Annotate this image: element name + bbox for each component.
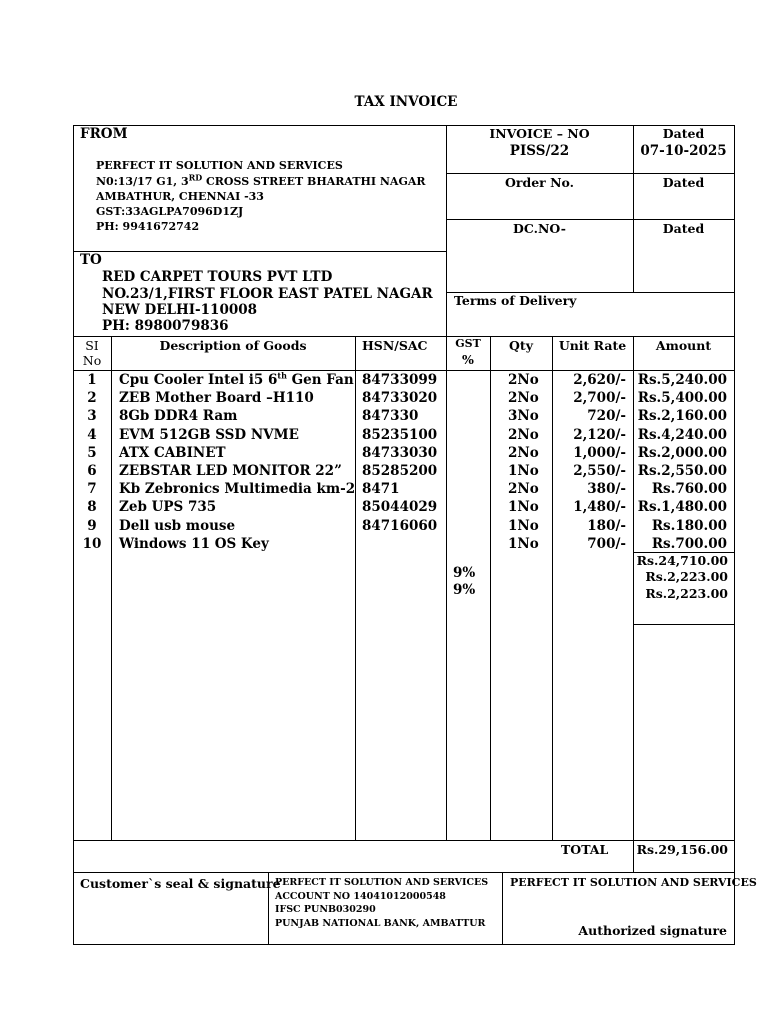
total-value: Rs.29,156.00 [636, 842, 728, 857]
tax-rate: 9% [453, 582, 476, 598]
item-amount: Rs.1,480.00 [637, 499, 727, 515]
item-amount: Rs.760.00 [651, 481, 727, 497]
table-row [0, 389, 768, 407]
item-qty: 2No [508, 445, 539, 461]
item-si: 2 [87, 390, 97, 406]
col-unit-rate: Unit Rate [558, 338, 627, 353]
item-description: Windows 11 OS Key [119, 536, 269, 552]
invoice-no-label: INVOICE – NO [489, 126, 590, 141]
item-si: 4 [87, 427, 97, 443]
terms-of-delivery-label: Terms of Delivery [454, 293, 577, 308]
item-description: Dell usb mouse [119, 518, 236, 534]
col-qty: Qty [509, 338, 533, 353]
item-qty: 1No [508, 499, 539, 515]
item-description: EVM 512GB SSD NVME [119, 427, 299, 443]
from-gst: GST:33AGLPA7096D1ZJ [96, 205, 244, 218]
item-description: Cpu Cooler Intel i5 6th Gen Fan [119, 370, 354, 388]
from-phone: PH: 9941672742 [96, 220, 200, 233]
item-qty: 1No [508, 536, 539, 552]
bank-line: PERFECT IT SOLUTION AND SERVICES [275, 877, 489, 888]
item-rate: 700/- [587, 536, 626, 552]
col-amount: Amount [655, 338, 712, 353]
invoice-no-value: PISS/22 [509, 143, 570, 159]
bank-line: IFSC PUNB030290 [275, 904, 376, 915]
table-row [0, 426, 768, 444]
table-row [0, 517, 768, 535]
item-description: Zeb UPS 735 [119, 499, 217, 515]
col-si-2: No [82, 353, 102, 368]
item-hsn: 84733099 [362, 372, 438, 388]
item-rate: 180/- [587, 518, 626, 534]
item-rate: 2,700/- [573, 390, 626, 406]
dated-label: Dated [662, 126, 705, 141]
item-rate: 1,480/- [573, 499, 626, 515]
item-amount: Rs.180.00 [651, 518, 727, 534]
table-row [0, 462, 768, 480]
item-amount: Rs.700.00 [651, 536, 727, 552]
item-qty: 1No [508, 518, 539, 534]
invoice-title: TAX INVOICE [354, 94, 458, 110]
item-amount: Rs.2,000.00 [637, 445, 727, 461]
item-hsn: 85285200 [362, 463, 438, 479]
table-row [0, 444, 768, 462]
item-si: 1 [87, 372, 97, 388]
item-rate: 1,000/- [573, 445, 626, 461]
item-rate: 2,620/- [573, 372, 626, 388]
item-hsn: 8471 [362, 481, 400, 497]
item-si: 3 [87, 408, 97, 424]
to-label: TO [80, 252, 102, 268]
item-hsn: 847330 [362, 408, 419, 424]
tax-amount: Rs.2,223.00 [645, 586, 728, 601]
col-gst-2: % [462, 352, 474, 367]
item-amount: Rs.5,240.00 [637, 372, 727, 388]
item-rate: 720/- [587, 408, 626, 424]
col-description: Description of Goods [159, 338, 307, 353]
item-rate: 2,120/- [573, 427, 626, 443]
from-address-line1: N0:13/17 G1, 3RD CROSS STREET BHARATHI NAGAR [96, 172, 426, 188]
to-address-line1: NO.23/1,FIRST FLOOR EAST PATEL NAGAR [102, 286, 433, 302]
bank-line: PUNJAB NATIONAL BANK, AMBATTUR [275, 917, 486, 929]
item-si: 7 [87, 481, 97, 497]
to-company: RED CARPET TOURS PVT LTD [102, 269, 333, 285]
table-row [0, 407, 768, 425]
item-qty: 2No [508, 390, 539, 406]
table-row [0, 535, 768, 553]
table-row [0, 498, 768, 516]
item-description: ATX CABINET [119, 445, 226, 461]
item-si: 9 [87, 518, 97, 534]
item-hsn: 85044029 [362, 499, 438, 515]
from-address-line2: AMBATHUR, CHENNAI -33 [96, 190, 264, 203]
col-si-1: SI [85, 338, 99, 353]
footer-company: PERFECT IT SOLUTION AND SERVICES [510, 876, 757, 889]
dc-no-label: DC.NO- [513, 221, 566, 236]
item-description: ZEB Mother Board –H110 [119, 390, 314, 406]
item-hsn: 84733030 [362, 445, 438, 461]
subtotal-value: Rs.24,710.00 [636, 553, 728, 568]
item-qty: 2No [508, 481, 539, 497]
col-gst-1: GST [455, 337, 481, 350]
authorized-signature: Authorized signature [578, 923, 727, 938]
order-dated-label: Dated [662, 175, 705, 190]
item-qty: 2No [508, 372, 539, 388]
tax-rate: 9% [453, 565, 476, 581]
dated-value: 07-10-2025 [640, 143, 727, 159]
item-si: 8 [87, 499, 97, 515]
item-si: 6 [87, 463, 97, 479]
item-qty: 1No [508, 463, 539, 479]
item-amount: Rs.4,240.00 [637, 427, 727, 443]
item-amount: Rs.5,400.00 [637, 390, 727, 406]
item-description: ZEBSTAR LED MONITOR 22” [119, 463, 342, 479]
item-hsn: 85235100 [362, 427, 438, 443]
item-amount: Rs.2,550.00 [637, 463, 727, 479]
table-row [0, 480, 768, 498]
item-si: 5 [87, 445, 97, 461]
to-phone: PH: 8980079836 [102, 318, 229, 334]
total-label: TOTAL [561, 842, 609, 857]
item-amount: Rs.2,160.00 [637, 408, 727, 424]
item-qty: 2No [508, 427, 539, 443]
tax-amount: Rs.2,223.00 [645, 569, 728, 584]
item-description: 8Gb DDR4 Ram [119, 408, 238, 424]
item-qty: 3No [508, 408, 539, 424]
item-hsn: 84716060 [362, 518, 438, 534]
bank-line: ACCOUNT NO 14041012000548 [275, 890, 446, 902]
item-hsn: 84733020 [362, 390, 438, 406]
bank-details [275, 876, 488, 930]
item-si: 10 [82, 536, 102, 552]
to-address-line2: NEW DELHI-110008 [102, 302, 258, 318]
dc-dated-label: Dated [662, 221, 705, 236]
customer-seal-label: Customer`s seal & signature [80, 876, 281, 891]
col-hsn: HSN/SAC [362, 338, 428, 353]
item-rate: 2,550/- [573, 463, 626, 479]
item-rate: 380/- [587, 481, 626, 497]
from-company: PERFECT IT SOLUTION AND SERVICES [96, 159, 343, 172]
from-label: FROM [80, 126, 128, 142]
order-no-label: Order No. [504, 175, 574, 190]
item-description: Kb Zebronics Multimedia km-2 [119, 481, 356, 497]
table-row [0, 371, 768, 389]
